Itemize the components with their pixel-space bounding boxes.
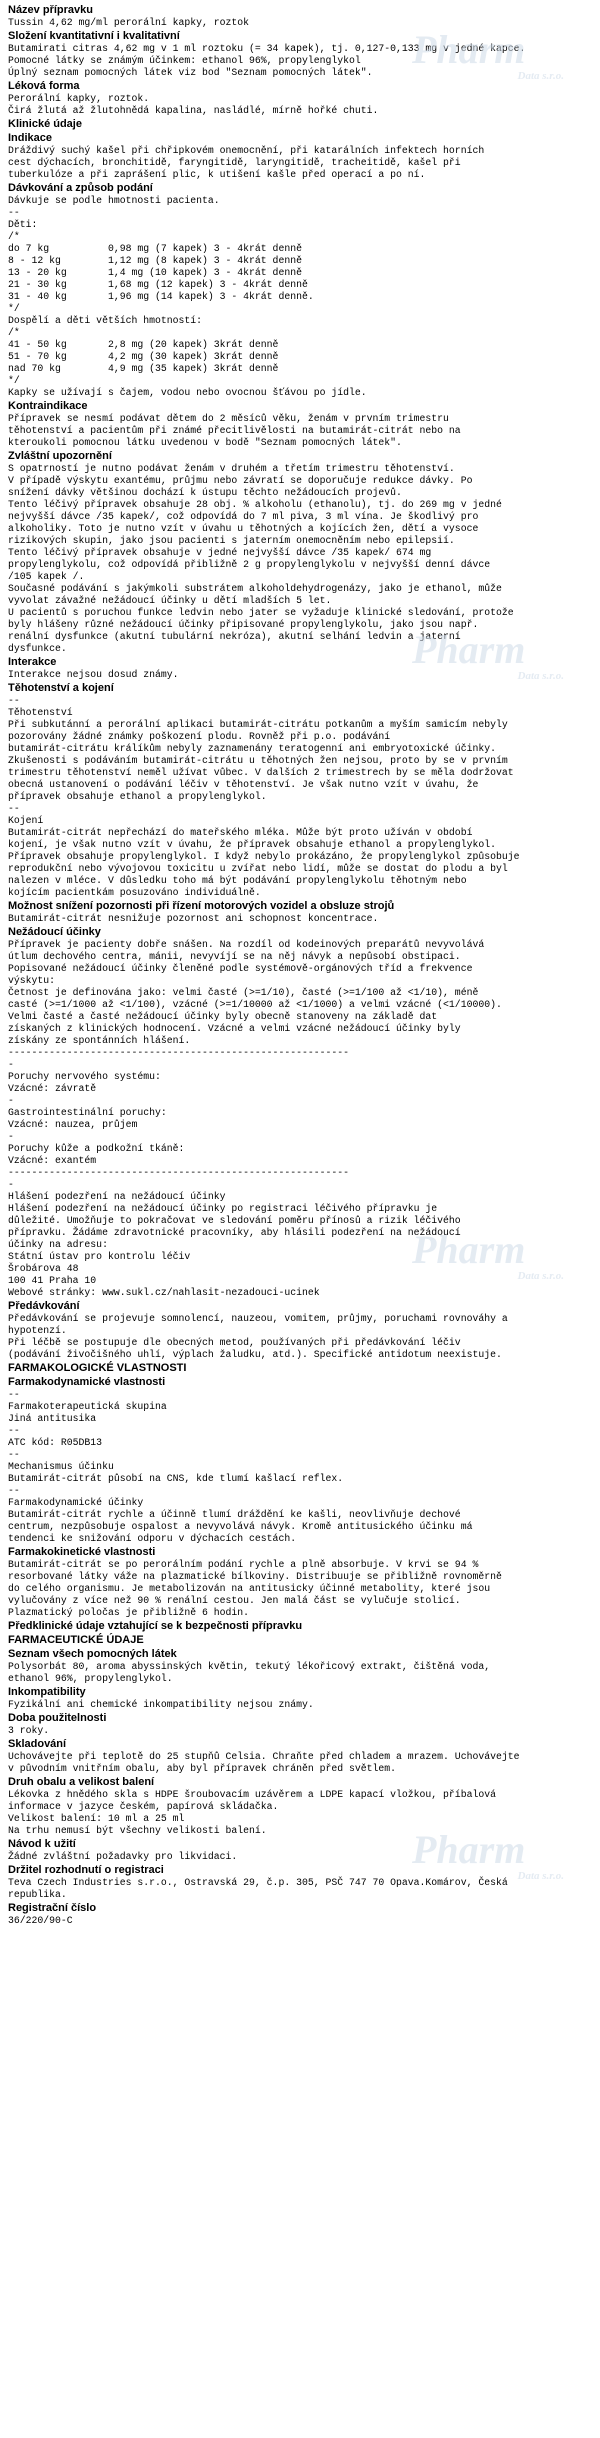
section-text: Butamirát-citrát se po perorálním podání rychle a plně absorbuje. V krvi se 94 % resorbované látky váže na plazmatické bílkoviny. Distribuuje se přibližně rovnoměrně do celého organismu. Je metabolizován na antitusicky účinné metabolity, které jsou vylučovány z více než 90 % renální cestou. Jen malá část se vylučuje stolicí. Plazmatický poločas je přibližně 6 hodin. [8, 1559, 502, 1618]
section-text: Teva Czech Industries s.r.o., Ostravská 29, č.p. 305, PSČ 747 70 Opava.Komárov, Česká republika. [8, 1877, 508, 1900]
spc-document [8, 3, 600, 1927]
section-text: Butamirát-citrát nesnižuje pozornost ani schopnost koncentrace. [8, 913, 379, 924]
section-heading: Seznam všech pomocných látek [8, 1648, 177, 1660]
section-text: Polysorbát 80, aroma abyssinských květin, tekutý lékořicový extrakt, čištěná voda, ethanol 96%, propylenglykol. [8, 1661, 491, 1684]
section-heading: Registrační číslo [8, 1902, 97, 1914]
section-text: Uchovávejte při teplotě do 25 stupňů Celsia. Chraňte před chladem a mrazem. Uchovávejte v původním vnitřním obalu, aby byl přípravek chráněn před světlem. [8, 1751, 520, 1774]
section-text: Dráždivý suchý kašel při chřipkovém onemocnění, při katarálních infektech horních cest dýchacích, bronchitidě, faryngitidě, laryngitidě, tracheitidě, kašel při tuberkulóze a při zaprášení plic, k utišení kašle před operací a po ní. [8, 145, 485, 180]
section-heading: Název přípravku [8, 4, 93, 16]
watermark-sub-text: Data s.r.o. [517, 670, 564, 682]
section-text: Interakce nejsou dosud známy. [8, 669, 179, 680]
section-heading: Farmakodynamické vlastnosti [8, 1376, 166, 1388]
section-heading: Kontraindikace [8, 400, 88, 412]
section-text: -- Těhotenství Při subkutánní a perorální aplikaci butamirát-citrátu potkanům a myším samicím nebyly pozorovány žádné známky poškození plodu. Rovněž při p.o. podávání butamirát-citrátu králíkům nebyly zaznamenány teratogenní ani embryotoxické účinky. Zkušenosti s podáváním butamirát-citrátu u těhotných žen nejsou, proto by se v prvním trimestru těhotenství neměl užívat vůbec. V dalších 2 trimestrech by se měla dodržovat obecná ustanovení o podávání léčiv v těhotenství. Je však nutno vzít v úvahu, že přípravek obsahuje ethanol a propylenglykol. -- Kojení Butamirát-citrát nepřechází do mateřského mléka. Může být proto užíván v období kojení, je však nutno vzít v úvahu, že přípravek obsahuje ethanol a propylenglykol. Přípravek obsahuje propylenglykol. I když nebylo prokázáno, že propylenglykol způsobuje reprodukční nebo vývojovou toxicitu u zvířat nebo lidí, může se dostat do plodu a byl nalezen v mléce. V důsledku toho má být podávání propylenglykolu těhotným nebo kojícím pacientkám posuzováno individuálně. [8, 695, 520, 898]
watermark-main-text: Pharm [412, 1227, 526, 1272]
section-heading: Nežádoucí účinky [8, 926, 101, 938]
section-heading: Dávkování a způsob podání [8, 182, 153, 194]
section-heading: Indikace [8, 132, 53, 144]
watermark-sub-text: Data s.r.o. [517, 1870, 564, 1882]
section-heading: Držitel rozhodnutí o registraci [8, 1864, 164, 1876]
watermark-main-text: Pharm [412, 1827, 526, 1872]
section-text: Tussin 4,62 mg/ml perorální kapky, roztok [8, 17, 250, 28]
watermark-main-text: Pharm [412, 27, 526, 72]
section-heading: Doba použitelnosti [8, 1712, 107, 1724]
section-text: Lékovka z hnědého skla s HDPE šroubovacím uzávěrem a LDPE kapací vložkou, příbalová informace v jazyce českém, papírová skládačka. Velikost balení: 10 ml a 25 ml Na trhu nemusí být všechny velikosti balení. [8, 1789, 496, 1836]
section-heading: Těhotenství a kojení [8, 682, 114, 694]
section-heading: Farmakokinetické vlastnosti [8, 1546, 156, 1558]
section-text: -- Farmakoterapeutická skupina Jiná antitusika -- ATC kód: R05DB13 -- Mechanismus účinku Butamirát-citrát působí na CNS, kde tlumí kašlací reflex. -- Farmakodynamické účinky Butamirát-citrát rychle a účinně tlumí dráždění ke kašli, neovlivňuje dechové centrum, nezpůsobuje ospalost a nevyvolává návyk. Kromě antitusického účinku má tendenci ke snižování odporu v dýchacích cestách. [8, 1389, 473, 1544]
section-heading: Skladování [8, 1738, 67, 1750]
section-heading: FARMACEUTICKÉ ÚDAJE [8, 1634, 144, 1646]
section-heading: Zvláštní upozornění [8, 450, 112, 462]
section-heading: Předklinické údaje vztahující se k bezpečnosti přípravku [8, 1620, 303, 1632]
section-text: S opatrností je nutno podávat ženám v druhém a třetím trimestru těhotenství. V případě výskytu exantému, průjmu nebo závratí se doporučuje redukce dávky. Po snížení dávky většinou dochází k ústupu těchto nežádoucích projevů. Tento léčivý přípravek obsahuje 28 obj. % alkoholu (ethanolu), tj. do 269 mg v jedné nejvyšší dávce /35 kapek/, což odpovídá do 7 ml piva, 3 ml vína. Je škodlivý pro alkoholiky. Toto je nutno vzít v úvahu u těhotných a kojících žen, dětí a vysoce rizikových skupin, jako jsou pacienti s jaterním onemocněním nebo epilepsií. Tento léčivý přípravek obsahuje v jedné nejvyšší dávce /35 kapek/ 674 mg propylenglykolu, což odpovídá přibližně 2 g propylenglykolu v nejvyšší denní dávce /105 kapek /. Současné podávání s jakýmkoli substrátem alkoholdehydrogenázy, jako je ethanol, může vyvolat závažné nežádoucí účinky u dětí mladších 5 let. U pacientů s poruchou funkce ledvin nebo jater se vyžaduje klinické sledování, protože byly hlášeny různé nežádoucí účinky připisované propylenglykolu, jako jsou např. renální dysfunkce (akutní tubulární nekróza), akutní selhání ledvin a jaterní dysfunkce. [8, 463, 514, 654]
section-text: Dávkuje se podle hmotnosti pacienta. -- Děti: /* do 7 kg 0,98 mg (7 kapek) 3 - 4krát denně 8 - 12 kg 1,12 mg (8 kapek) 3 - 4krát denně 13 - 20 kg 1,4 mg (10 kapek) 3 - 4krát denně 21 - 30 kg 1,68 mg (12 kapek) 3 - 4krát denně 31 - 40 kg 1,96 mg (14 kapek) 3 - 4krát denně. */ Dospělí a děti větších hmotností: /* 41 - 50 kg 2,8 mg (20 kapek) 3krát denně 51 - 70 kg 4,2 mg (30 kapek) 3krát denně nad 70 kg 4,9 mg (35 kapek) 3krát denně */ Kapky se užívají s čajem, vodou nebo ovocnou šťávou po jídle. [8, 195, 367, 398]
section-heading: Předávkování [8, 1300, 80, 1312]
section-text: Perorální kapky, roztok. Čirá žlutá až žlutohnědá kapalina, nasládlé, mírně hořké chuti. [8, 93, 379, 116]
section-heading: Druh obalu a velikost balení [8, 1776, 155, 1788]
section-text: Přípravek se nesmí podávat dětem do 2 měsíců věku, ženám v prvním trimestru těhotenství a pacientům při známé přecitlivělosti na butamirát-citrát nebo na kteroukoli pomocnou látku uvedenou v bodě "Seznam pomocných látek". [8, 413, 461, 448]
watermark-main-text: Pharm [412, 627, 526, 672]
section-text: 3 roky. [8, 1725, 50, 1736]
section-heading: Interakce [8, 656, 57, 668]
section-heading: Návod k užití [8, 1838, 76, 1850]
section-text: Žádné zvláštní požadavky pro likvidaci. [8, 1851, 238, 1862]
section-text: Fyzikální ani chemické inkompatibility nejsou známy. [8, 1699, 314, 1710]
section-text: Přípravek je pacienty dobře snášen. Na rozdíl od kodeinových preparátů nevyvolává útlum dechového centra, mánii, nevyvíjí se na něj návyk a nepůsobí obstipaci. Popisované nežádoucí účinky členěné podle systémově-orgánových tříd a frekvence výskytu: Četnost je definována jako: velmi časté (>=1/10), časté (>=1/100 až <1/10), méně casté (>=1/1000 až <1/100), vzácné (>=1/10000 až <1/1000) a velmi vzácné (<1/10000). Velmi časté a časté nežádoucí účinky byly obecně stanoveny na základě dat získaných z klinických hodnocení. Vzácné a velmi vzácné nežádoucí účinky byly získány ze spontánních hlášení. ---------------------------------------------------------- - Poruchy nervového systému: Vzácné: závratě - Gastrointestinální poruchy: Vzácné: nauzea, průjem - Poruchy kůže a podkožní tkáně: Vzácné: exantém ---------------------------------------------------------- - Hlášení podezření na nežádoucí účinky Hlášení podezření na nežádoucí účinky po registraci léčivého přípravku je důležité. Umožňuje to pokračovat ve sledování poměru přínosů a rizik léčivého přípravku. Žádáme zdravotnické pracovníky, aby hlásili podezření na nežádoucí účinky na adresu: Státní ústav pro kontrolu léčiv Šrobárova 48 100 41 Praha 10 Webové stránky: www.sukl.cz/nahlasit-nezadouci-ucinek [8, 939, 502, 1298]
section-heading: Složení kvantitativní i kvalitativní [8, 30, 180, 42]
section-heading: Klinické údaje [8, 118, 82, 130]
section-text: 36/220/90-C [8, 1915, 73, 1926]
watermark-sub-text: Data s.r.o. [517, 70, 564, 82]
section-heading: Inkompatibility [8, 1686, 86, 1698]
section-heading: Možnost snížení pozornosti při řízení motorových vozidel a obsluze strojů [8, 900, 395, 912]
section-text: Butamirati citras 4,62 mg v 1 ml roztoku (= 34 kapek), tj. 0,127-0,133 mg v jedné kapce. Pomocné látky se známým účinkem: ethanol 96%, propylenglykol Úplný seznam pomocných látek viz bod "Seznam pomocných látek". [8, 43, 526, 78]
section-heading: FARMAKOLOGICKÉ VLASTNOSTI [8, 1362, 187, 1374]
watermark-sub-text: Data s.r.o. [517, 1270, 564, 1282]
section-heading: Léková forma [8, 80, 80, 92]
section-text: Předávkování se projevuje somnolencí, nauzeou, vomitem, průjmy, poruchami rovnováhy a hypotenzí. Při léčbě se postupuje dle obecných metod, používaných při předávkování léčiv (podávání živočišného uhlí, výplach žaludku, atd.). Specifické antidotum neexistuje. [8, 1313, 508, 1360]
